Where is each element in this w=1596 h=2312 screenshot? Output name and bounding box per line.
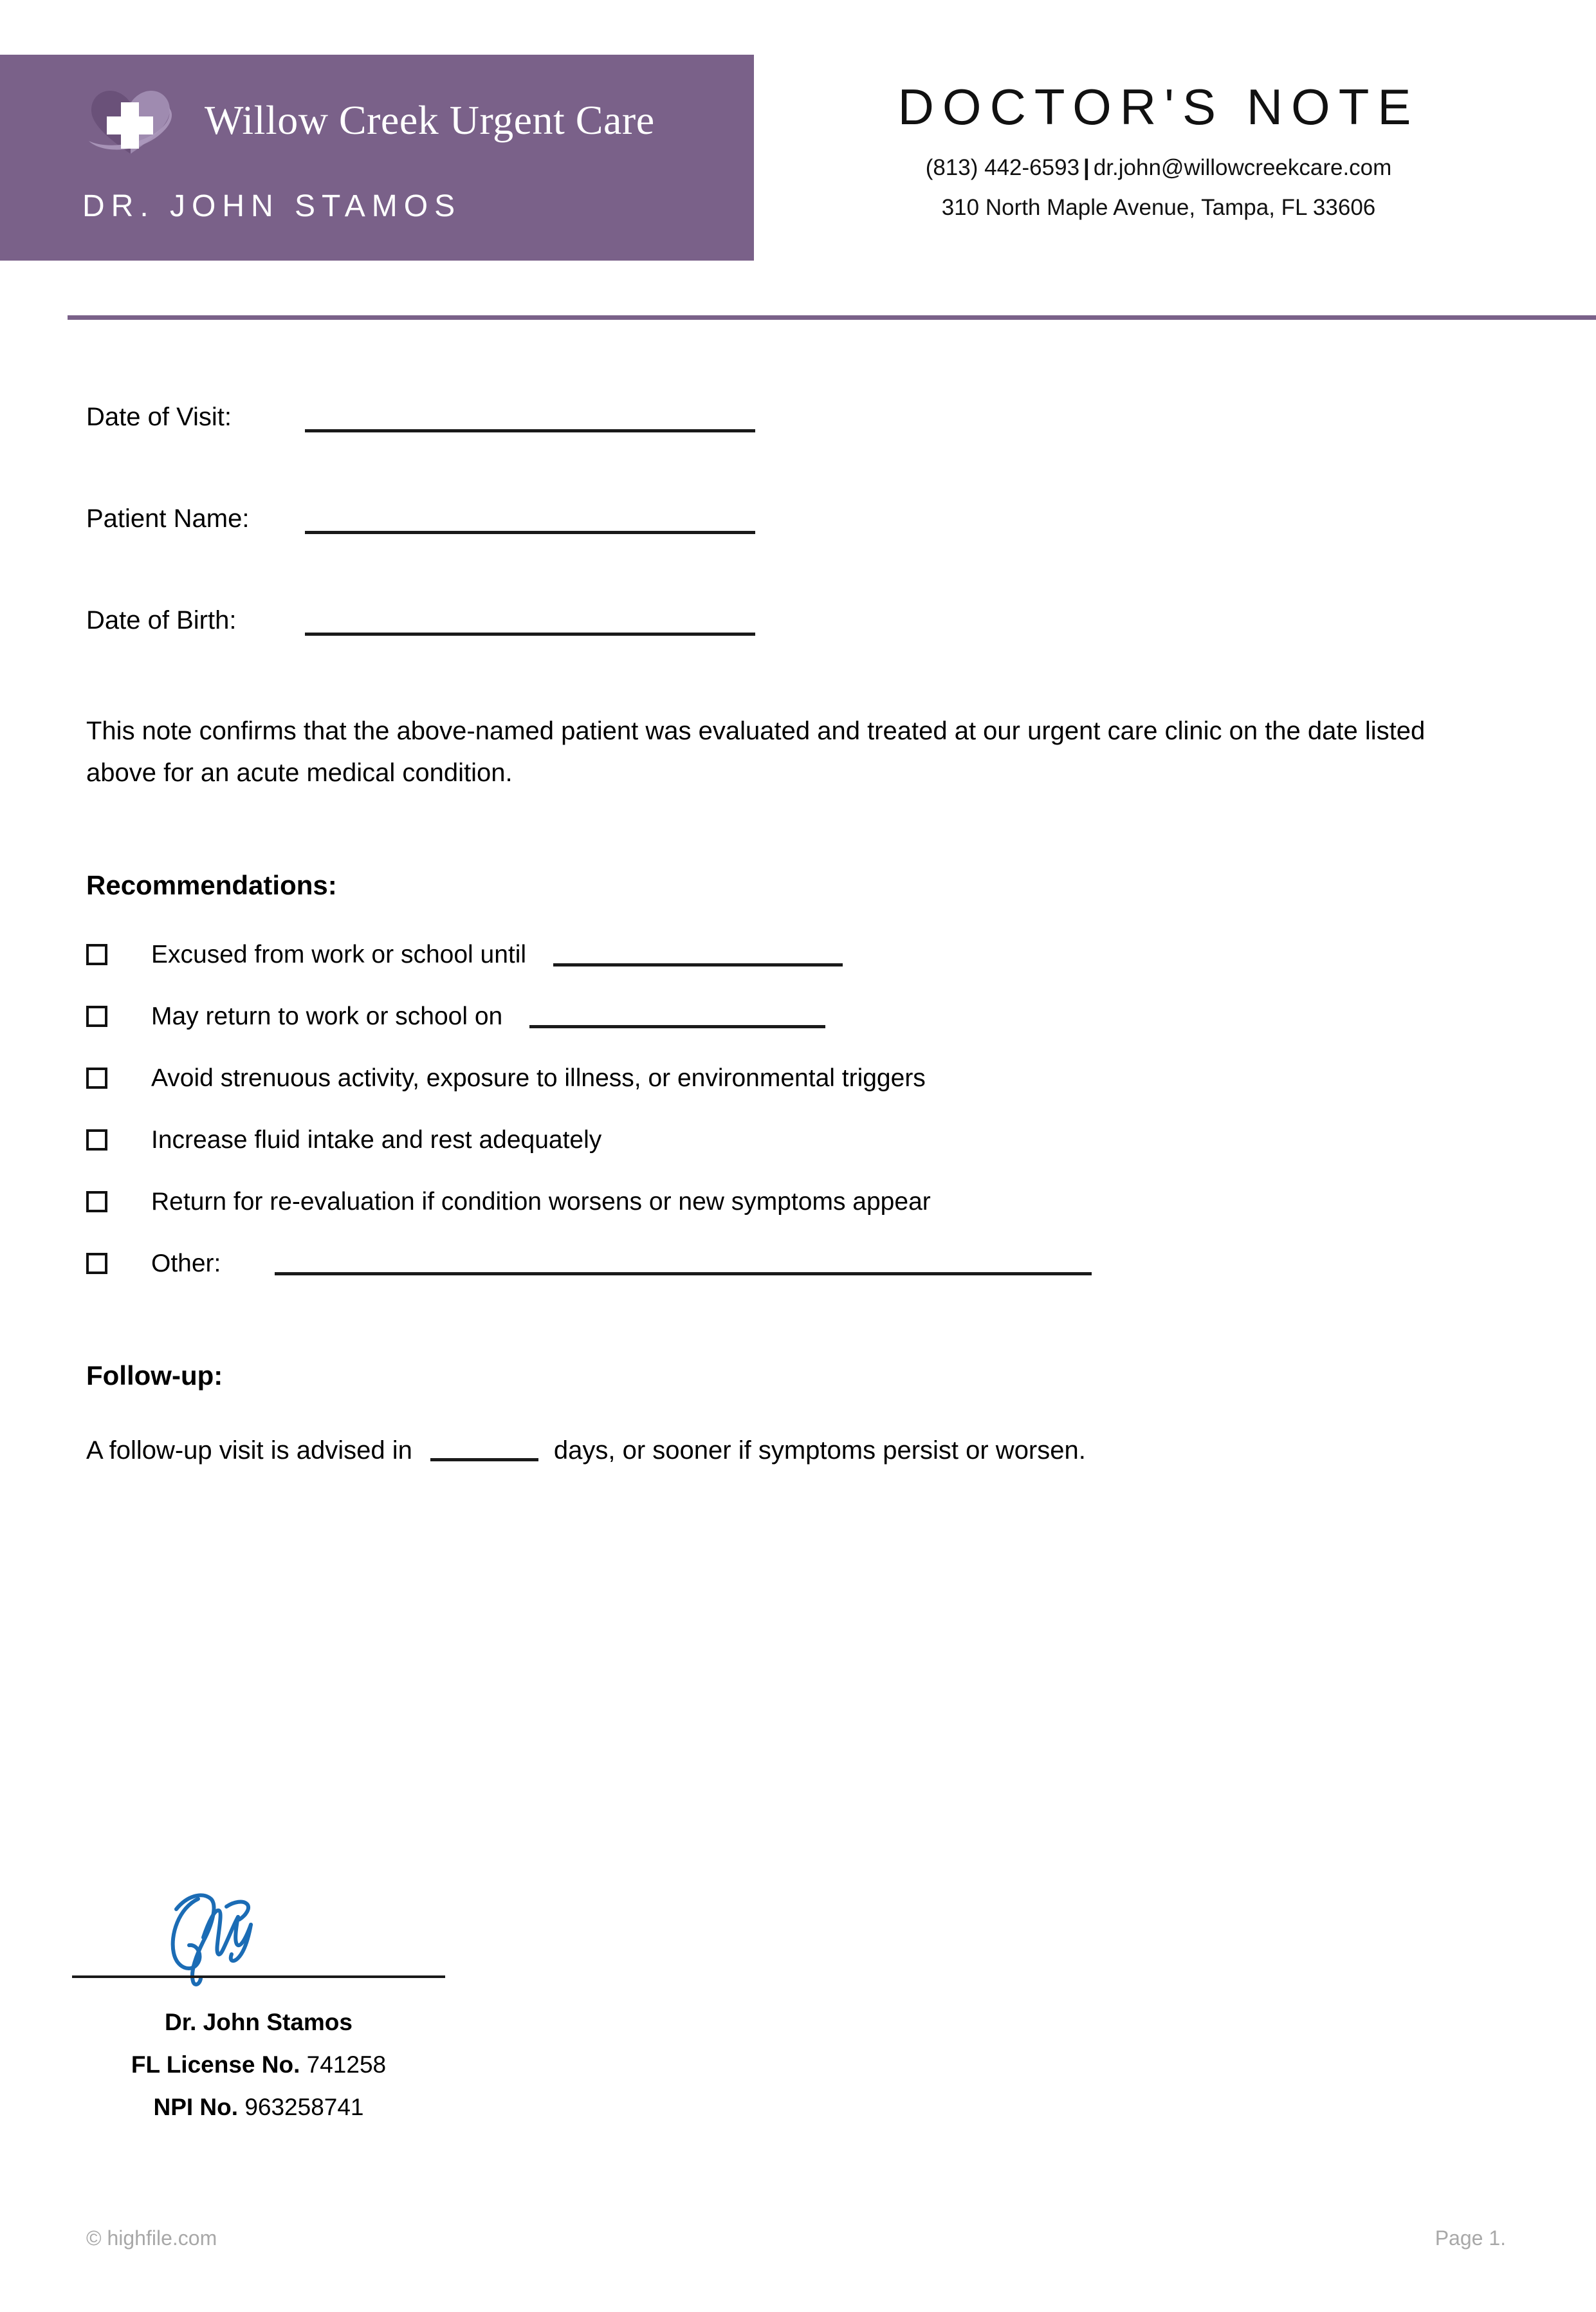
field-label: Date of Birth:	[86, 606, 237, 634]
email-address: dr.john@willowcreekcare.com	[1093, 155, 1392, 180]
recommendation-item[interactable]	[86, 1055, 1512, 1093]
contact-separator: |	[1083, 155, 1090, 180]
signature-line[interactable]	[72, 1975, 445, 1978]
recommendation-label: Return for re-evaluation if condition worsens or new symptoms appear	[151, 1187, 931, 1216]
checkbox-increase-fluid-intake[interactable]	[86, 1129, 107, 1151]
footer-copyright: © highfile.com	[86, 2226, 217, 2250]
recommendation-label: May return to work or school on	[151, 1002, 503, 1030]
footer-page-number: Page 1.	[1435, 2226, 1506, 2250]
signature-image-wrap	[72, 1882, 445, 1975]
document-header	[0, 55, 1596, 261]
other-text-input[interactable]	[275, 1272, 1092, 1275]
date-of-birth-input[interactable]	[305, 633, 755, 636]
npi-number: 963258741	[244, 2094, 364, 2120]
excused-until-date-input[interactable]	[553, 963, 843, 966]
recommendations-list	[86, 932, 1512, 1278]
recommendation-item[interactable]	[86, 932, 1512, 969]
title-block	[805, 55, 1512, 221]
followup-heading: Follow-up:	[86, 1360, 223, 1391]
statement-paragraph: This note confirms that the above-named patient was evaluated and treated at our urgent care clinic on the date listed above for an acute medical condition.	[86, 717, 1426, 787]
recommendation-item[interactable]	[86, 1117, 1512, 1154]
npi-line	[72, 2094, 445, 2121]
page-footer	[86, 2226, 1506, 2250]
field-label: Date of Visit:	[86, 403, 232, 431]
page-title: DOCTOR'S NOTE	[897, 79, 1420, 135]
recommendation-label: Increase fluid intake and rest adequately	[151, 1125, 602, 1154]
checkbox-return-for-reevaluation[interactable]	[86, 1191, 107, 1212]
license-number: 741258	[306, 2051, 387, 2078]
doctor-name: DR. JOHN STAMOS	[82, 189, 462, 223]
license-label: FL License No.	[131, 2051, 300, 2078]
clinic-address: 310 North Maple Avenue, Tampa, FL 33606	[941, 195, 1376, 220]
brand-block	[0, 55, 754, 261]
field-patient-name	[86, 494, 1512, 534]
checkbox-excused-from-work[interactable]	[86, 944, 107, 965]
followup-days-input[interactable]	[430, 1458, 538, 1461]
recommendation-item[interactable]	[86, 1179, 1512, 1216]
phone-number: (813) 442-6593	[925, 155, 1080, 180]
recommendations-heading: Recommendations:	[86, 869, 337, 900]
checkbox-may-return[interactable]	[86, 1006, 107, 1027]
clinic-name: Willow Creek Urgent Care	[205, 97, 655, 143]
recommendation-item[interactable]	[86, 994, 1512, 1031]
field-date-of-birth	[86, 596, 1512, 636]
license-line	[72, 2051, 445, 2078]
signature-block	[72, 1882, 445, 2121]
followup-sentence	[86, 1438, 1512, 1465]
brand-row	[82, 82, 754, 159]
signer-name: Dr. John Stamos	[165, 2009, 353, 2035]
recommendation-item[interactable]	[86, 1241, 1512, 1278]
npi-label: NPI No.	[153, 2094, 239, 2120]
field-date-of-visit	[86, 393, 1512, 432]
followup-text-after: days, or sooner if symptoms persist or worsen.	[553, 1436, 1086, 1465]
return-date-input[interactable]	[529, 1025, 825, 1028]
recommendation-label: Avoid strenuous activity, exposure to illness, or environmental triggers	[151, 1064, 926, 1092]
recommendation-label: Excused from work or school until	[151, 940, 527, 968]
document-body	[0, 331, 1596, 1465]
contact-line-primary	[805, 155, 1512, 181]
followup-text-before: A follow-up visit is advised in	[86, 1436, 412, 1465]
checkbox-avoid-strenuous-activity[interactable]	[86, 1068, 107, 1089]
field-label: Patient Name:	[86, 504, 250, 533]
header-divider	[68, 315, 1596, 320]
patient-name-input[interactable]	[305, 531, 755, 534]
recommendation-label: Other:	[151, 1249, 221, 1277]
date-of-visit-input[interactable]	[305, 429, 755, 432]
heart-cross-swoosh-icon	[82, 82, 179, 159]
checkbox-other[interactable]	[86, 1253, 107, 1274]
